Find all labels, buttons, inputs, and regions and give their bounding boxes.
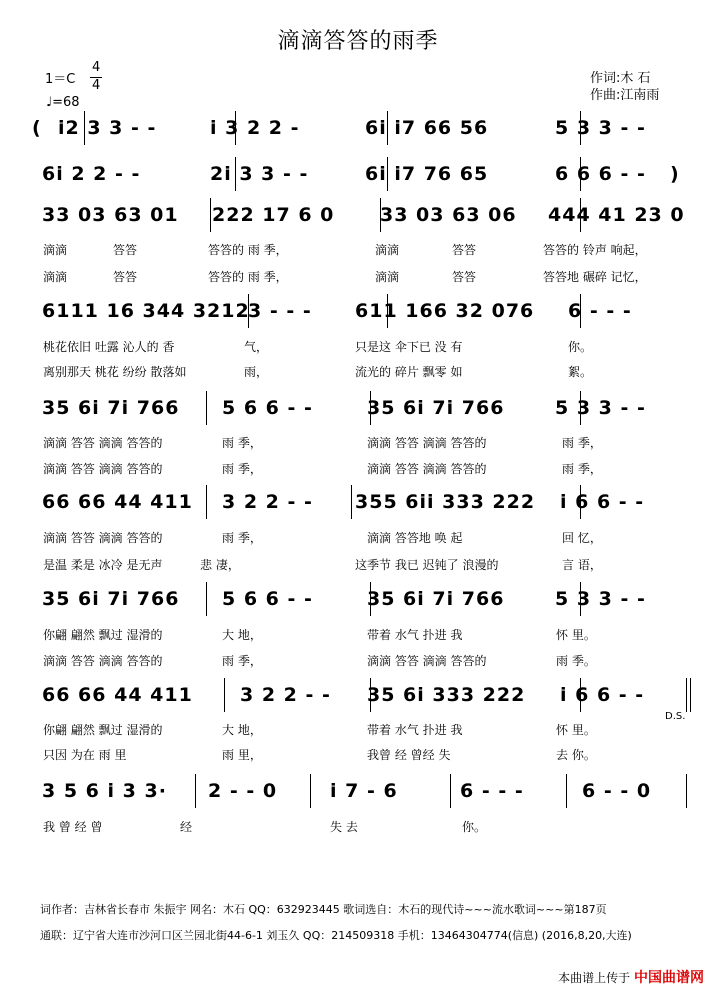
- lyric-segment: 答答: [452, 243, 477, 257]
- measure-notes: 611 166 32 076: [355, 300, 535, 322]
- brand-name: 中国曲谱网: [634, 970, 704, 986]
- lyric-segment: 答答的 铃声 响起，: [543, 243, 647, 257]
- staff-row: [40, 491, 690, 523]
- lyric-segment: 滴滴: [43, 243, 68, 257]
- lyric-segment: 言 语，: [562, 558, 602, 572]
- measure-notes: 3 - - -: [248, 300, 312, 322]
- lyric-segment: 絮。: [568, 365, 593, 379]
- staff-row: [32, 117, 690, 149]
- bar-line: [686, 774, 687, 808]
- measure-notes: 33 03 63 06: [380, 204, 517, 226]
- measure-notes: 35 6i 7i 766: [367, 397, 505, 419]
- staff-row: [40, 588, 690, 620]
- lyric-segment: 滴滴 答答 滴滴 答答的: [367, 436, 487, 450]
- measure-notes: i 7 - 6: [330, 780, 398, 802]
- lyric-segment: 悲 凄，: [200, 558, 240, 572]
- key-signature: 1＝C: [45, 72, 76, 87]
- measure-notes: i 6 6 - -: [560, 684, 645, 706]
- lyric-segment: 雨 季，: [222, 531, 262, 545]
- measure-notes: 222 17 6 0: [212, 204, 335, 226]
- lyric-segment: 答答: [452, 270, 477, 284]
- measure-notes: i2 3 3 - -: [58, 117, 157, 139]
- measure-notes: 5 6 6 - -: [222, 588, 313, 610]
- measure-notes: 6 - - -: [568, 300, 632, 322]
- lyric-segment: 雨 里，: [222, 748, 262, 762]
- lyric-segment: 雨 季，: [222, 654, 262, 668]
- measure-notes: 2i 3 3 - -: [210, 163, 309, 185]
- lyric-segment: 滴滴 答答地 唤 起: [367, 531, 463, 545]
- lyric-segment: 大 地，: [222, 628, 262, 642]
- time-signature-bottom: 4: [92, 78, 101, 93]
- measure-notes: 6 - - -: [460, 780, 524, 802]
- lyric-segment: 这季节 我已 迟钝了 浪漫的: [355, 558, 499, 572]
- lyric-segment: 雨 季，: [562, 462, 602, 476]
- measure-notes: 66 66 44 411: [42, 684, 193, 706]
- lyric-segment: 答答地 碾碎 记忆，: [543, 270, 647, 284]
- bar-line: [206, 391, 207, 425]
- repeat-paren-close: ): [670, 163, 680, 185]
- footer-contact-info: 通联：辽宁省大连市沙河口区兰园北街44-6-1 刘玉久 QQ：214509318 手机：13464304774(信息) (2016,8,20,大连): [40, 929, 632, 942]
- measure-notes: 2 - - 0: [208, 780, 278, 802]
- lyric-segment: 滴滴 答答 滴滴 答答的: [43, 462, 163, 476]
- bar-line: [690, 678, 691, 712]
- lyric-segment: 你翩 翩然 飘过 湿滑的: [43, 628, 163, 642]
- lyric-segment: 带着 水气 扑进 我: [367, 723, 463, 737]
- lyric-segment: 滴滴 答答 滴滴 答答的: [43, 436, 163, 450]
- da-segno-mark: D.S.: [665, 711, 686, 722]
- staff-row: [40, 397, 690, 429]
- lyric-segment: 雨 季，: [562, 436, 602, 450]
- lyric-segment: 答答的 雨 季，: [208, 243, 288, 257]
- measure-notes: 5 3 3 - -: [555, 588, 646, 610]
- composer-credit: 作曲:江南雨: [590, 88, 660, 103]
- lyric-segment: 只因 为在 雨 里: [43, 748, 127, 762]
- bar-line: [206, 582, 207, 616]
- bar-line: [351, 485, 352, 519]
- lyricist-credit: 作词:木 石: [590, 71, 651, 86]
- measure-notes: 6i 2 2 - -: [42, 163, 141, 185]
- measure-notes: 35 6i 7i 766: [42, 588, 180, 610]
- lyric-segment: 滴滴 答答 滴滴 答答的: [367, 462, 487, 476]
- lyric-segment: 流光的 碎片 飘零 如: [355, 365, 463, 379]
- repeat-paren-open: (: [32, 117, 42, 139]
- lyric-segment: 桃花依旧 吐露 沁人的 香: [43, 340, 175, 354]
- lyric-segment: 是温 柔是 冰冷 是无声: [43, 558, 163, 572]
- measure-notes: 5 3 3 - -: [555, 397, 646, 419]
- lyric-segment: 答答: [113, 270, 138, 284]
- measure-notes: 5 6 6 - -: [222, 397, 313, 419]
- lyric-segment: 你。: [462, 820, 487, 834]
- staff-row: [40, 780, 690, 812]
- bar-line: [686, 678, 687, 712]
- footer-author-info: 词作者：吉林省长春市 朱振宇 网名：木石 QQ：632923445 歌词选自：木石的现代诗~~~流水歌词~~~第187页: [40, 903, 607, 916]
- lyric-segment: 只是这 伞下已 没 有: [355, 340, 463, 354]
- lyric-segment: 气，: [244, 340, 269, 354]
- brand-prefix: 本曲谱上传于: [558, 971, 631, 985]
- lyric-segment: 雨 季，: [222, 436, 262, 450]
- measure-notes: 35 6i 7i 766: [367, 588, 505, 610]
- staff-row: [40, 163, 690, 195]
- bar-line: [195, 774, 196, 808]
- staff-row: [40, 684, 690, 716]
- lyric-segment: 去 你。: [556, 748, 596, 762]
- measure-notes: 33 03 63 01: [42, 204, 179, 226]
- lyric-segment: 失 去: [330, 820, 358, 834]
- measure-notes: i 6 6 - -: [560, 491, 645, 513]
- measure-notes: 3 2 2 - -: [222, 491, 313, 513]
- measure-notes: 3 2 2 - -: [240, 684, 331, 706]
- bar-line: [566, 774, 567, 808]
- measure-notes: 6 6 6 - -: [555, 163, 646, 185]
- site-brand: [558, 967, 704, 987]
- lyric-segment: 滴滴: [43, 270, 68, 284]
- lyric-segment: 滴滴: [375, 270, 400, 284]
- lyric-segment: 怀 里。: [556, 628, 596, 642]
- measure-notes: i 3 2 2 -: [210, 117, 300, 139]
- lyric-segment: 带着 水气 扑进 我: [367, 628, 463, 642]
- staff-row: [40, 300, 690, 332]
- measure-notes: 5 3 3 - -: [555, 117, 646, 139]
- lyric-segment: 雨，: [244, 365, 269, 379]
- lyric-segment: 离别那天 桃花 纷纷 散落如: [43, 365, 187, 379]
- lyric-segment: 我 曾 经 曾: [43, 820, 103, 834]
- lyric-segment: 滴滴 答答 滴滴 答答的: [43, 654, 163, 668]
- measure-notes: 66 66 44 411: [42, 491, 193, 513]
- lyric-segment: 滴滴 答答 滴滴 答答的: [367, 654, 487, 668]
- bar-line: [310, 774, 311, 808]
- bar-line: [450, 774, 451, 808]
- staff-row: [40, 204, 690, 236]
- measure-notes: 6i i7 76 65: [365, 163, 489, 185]
- lyric-segment: 答答: [113, 243, 138, 257]
- lyric-segment: 回 忆，: [562, 531, 602, 545]
- lyric-segment: 雨 季。: [556, 654, 596, 668]
- lyric-segment: 答答的 雨 季，: [208, 270, 288, 284]
- measure-notes: 35 6i 333 222: [367, 684, 526, 706]
- lyric-segment: 雨 季，: [222, 462, 262, 476]
- measure-notes: 444 41 23 0: [548, 204, 685, 226]
- lyric-segment: 滴滴 答答 滴滴 答答的: [43, 531, 163, 545]
- measure-notes: 35 6i 7i 766: [42, 397, 180, 419]
- measure-notes: 6 - - 0: [582, 780, 652, 802]
- lyric-segment: 大 地，: [222, 723, 262, 737]
- tempo-mark: ♩=68: [46, 95, 80, 110]
- measure-notes: 3 5 6 i 3 3·: [42, 780, 167, 802]
- bar-line: [206, 485, 207, 519]
- measure-notes: 6i i7 66 56: [365, 117, 489, 139]
- lyric-segment: 我曾 经 曾经 失: [367, 748, 451, 762]
- lyric-segment: 怀 里。: [556, 723, 596, 737]
- lyric-segment: 滴滴: [375, 243, 400, 257]
- page-title: 滴滴答答的雨季: [277, 29, 439, 54]
- bar-line: [224, 678, 225, 712]
- time-signature-top: 4: [92, 60, 101, 75]
- bar-line: [210, 198, 211, 232]
- lyric-segment: 经: [180, 820, 193, 834]
- measure-notes: 355 6ii 333 222: [355, 491, 536, 513]
- lyric-segment: 你翩 翩然 飘过 湿滑的: [43, 723, 163, 737]
- measure-notes: 6111 16 344 3212: [42, 300, 250, 322]
- lyric-segment: 你。: [568, 340, 593, 354]
